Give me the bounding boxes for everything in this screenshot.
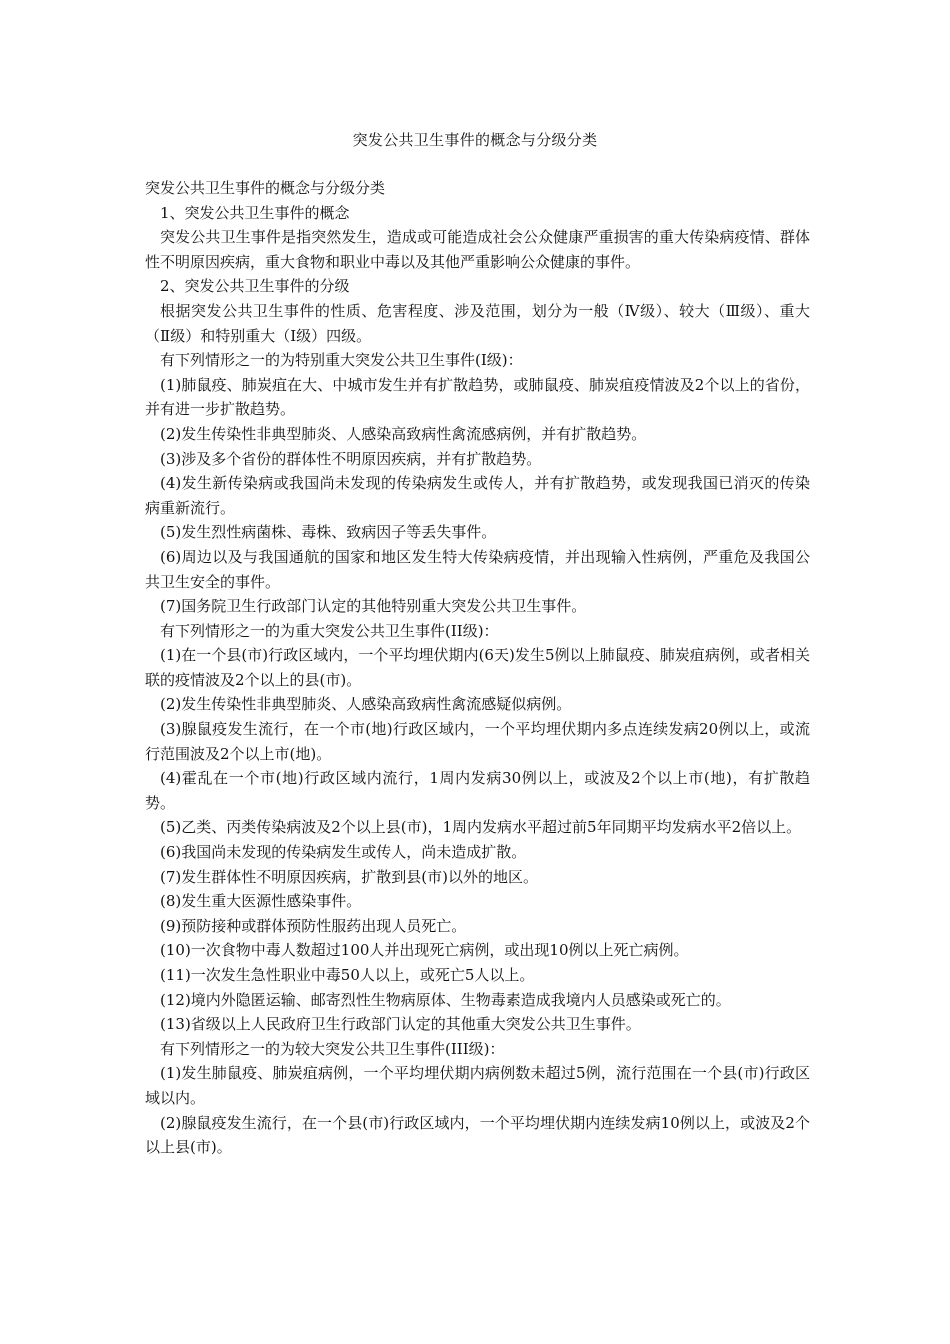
list-item: (3)涉及多个省份的群体性不明原因疾病，并有扩散趋势。 bbox=[160, 449, 542, 468]
list-item: (2)发生传染性非典型肺炎、人感染高致病性禽流感病例，并有扩散趋势。 bbox=[160, 424, 647, 443]
list-item: (6)周边以及与我国通航的国家和地区发生特大传染病疫情，并出现输入性病例，严重危及我国公共卫生安全的事件。 bbox=[145, 547, 810, 591]
list-item: (4)发生新传染病或我国尚未发现的传染病发生或传人，并有扩散趋势，或发现我国已消灭的传染病重新流行。 bbox=[145, 474, 810, 517]
level3-intro: 有下列情形之一的为较大突发公共卫生事件(III级)： bbox=[160, 1039, 505, 1058]
level2-intro: 有下列情形之一的为重大突发公共卫生事件(II级)： bbox=[160, 621, 499, 640]
list-item: (1)肺鼠疫、肺炭疽在大、中城市发生并有扩散趋势，或肺鼠疫、肺炭疽疫情波及2个以上的省份，并有进一步扩散趋势。 bbox=[145, 375, 810, 419]
list-item: (10)一次食物中毒人数超过100人并出现死亡病例，或出现10例以上死亡病例。 bbox=[160, 941, 689, 960]
list-item: (1)发生肺鼠疫、肺炭疽病例，一个平均埋伏期内病例数未超过5例，流行范围在一个县(市)行政区域以内。 bbox=[145, 1064, 810, 1107]
level1-intro: 有下列情形之一的为特别重大突发公共卫生事件(I级)： bbox=[160, 351, 523, 370]
document-body bbox=[145, 176, 810, 1160]
list-item: (2)腺鼠疫发生流行，在一个县(市)行政区域内，一个平均埋伏期内连续发病10例以上，或波及2个以上县(市)。 bbox=[145, 1113, 810, 1157]
list-item: (12)境内外隐匿运输、邮寄烈性生物病原体、生物毒素造成我境内人员感染或死亡的。 bbox=[160, 990, 731, 1009]
list-item: (5)乙类、丙类传染病波及2个以上县(市)，1周内发病水平超过前5年同期平均发病水平2倍以上。 bbox=[160, 818, 802, 837]
list-item: (13)省级以上人民政府卫生行政部门认定的其他重大突发公共卫生事件。 bbox=[160, 1015, 641, 1034]
list-item: (8)发生重大医源性感染事件。 bbox=[160, 892, 362, 911]
section-body-concept: 突发公共卫生事件是指突然发生，造成或可能造成社会公众健康严重损害的重大传染病疫情、群体性不明原因疾病，重大食物和职业中毒以及其他严重影响公众健康的事件。 bbox=[145, 228, 810, 271]
list-item: (6)我国尚未发现的传染病发生或传人，尚未造成扩散。 bbox=[160, 843, 527, 862]
list-item: (5)发生烈性病菌株、毒株、致病因子等丢失事件。 bbox=[160, 523, 497, 542]
list-item: (4)霍乱在一个市(地)行政区域内流行，1周内发病30例以上，或波及2个以上市(地)，有扩散趋势。 bbox=[145, 769, 810, 812]
list-item: (2)发生传染性非典型肺炎、人感染高致病性禽流感疑似病例。 bbox=[160, 695, 572, 714]
list-item: (3)腺鼠疫发生流行，在一个市(地)行政区域内，一个平均埋伏期内多点连续发病20例以上，或流行范围波及2个以上市(地)。 bbox=[145, 720, 810, 763]
list-item: (11)一次发生急性职业中毒50人以上，或死亡5人以上。 bbox=[160, 966, 535, 984]
list-item: (7)国务院卫生行政部门认定的其他特别重大突发公共卫生事件。 bbox=[160, 597, 587, 616]
section-title-concept: 1、突发公共卫生事件的概念 bbox=[160, 203, 350, 222]
content-heading: 突发公共卫生事件的概念与分级分类 bbox=[145, 179, 386, 197]
list-item: (7)发生群体性不明原因疾病，扩散到县(市)以外的地区。 bbox=[160, 867, 538, 886]
list-item: (1)在一个县(市)行政区域内，一个平均埋伏期内(6天)发生5例以上肺鼠疫、肺炭疽病例，或者相关联的疫情波及2个以上的县(市)。 bbox=[145, 646, 810, 689]
section-body-grading: 根据突发公共卫生事件的性质、危害程度、涉及范围，划分为一般（Ⅳ级）、较大（Ⅲ级）、重大（Ⅱ级）和特别重大（Ⅰ级）四级。 bbox=[145, 301, 810, 345]
list-item: (9)预防接种或群体预防性服药出现人员死亡。 bbox=[160, 916, 467, 935]
document-title: 突发公共卫生事件的概念与分级分类 bbox=[352, 131, 598, 149]
section-title-grading: 2、突发公共卫生事件的分级 bbox=[160, 277, 350, 296]
